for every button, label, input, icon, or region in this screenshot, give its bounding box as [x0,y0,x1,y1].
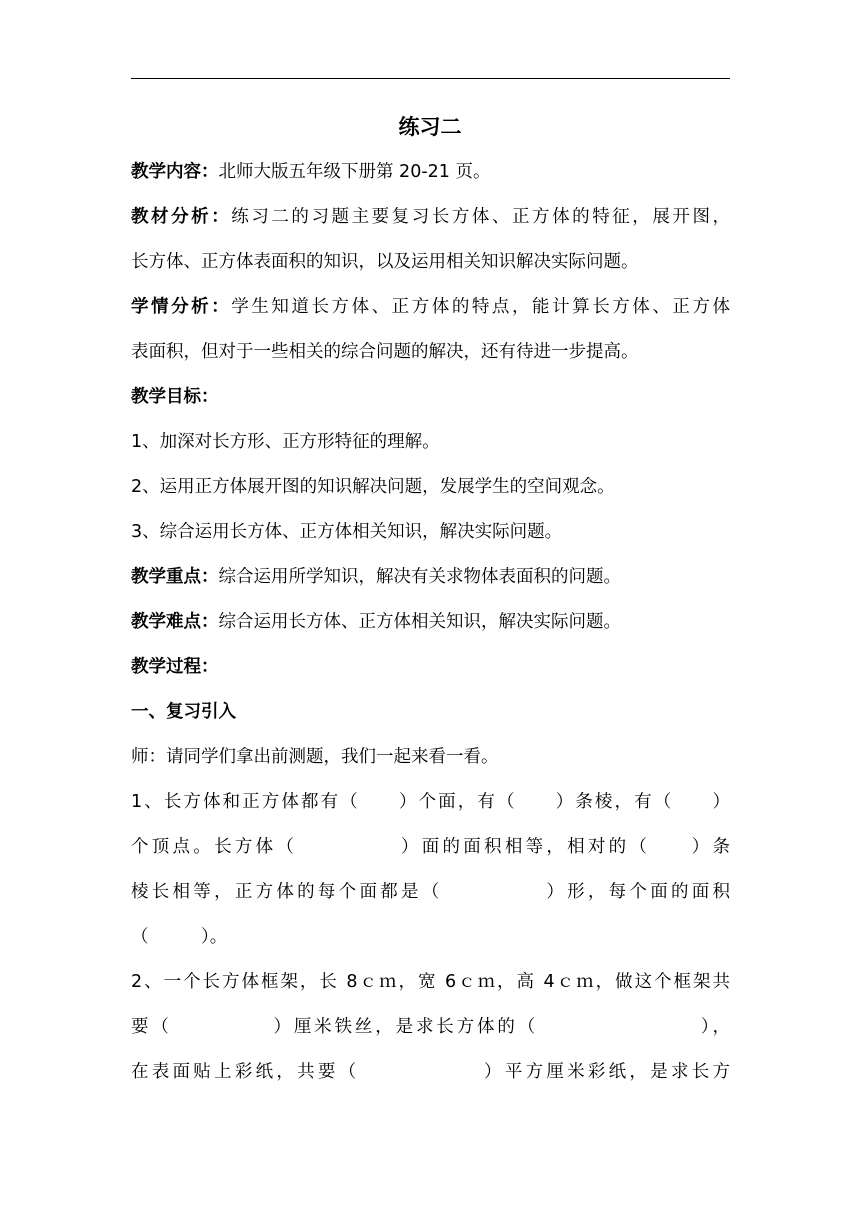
student-text-1: 学生知道长方体、正方体的特点，能计算长方体、正方体 [231,297,731,317]
teaching-content [131,159,730,185]
question-1-line-1: 1、长方体和正方体都有（ ）个面，有（ ）条棱，有（ ） [131,792,730,812]
student-label: 学情分析： [131,297,232,317]
teacher-instruction: 师：请同学们拿出前测题，我们一起来看一看。 [131,747,499,767]
goal-item-3: 3、综合运用长方体、正方体相关知识，解决实际问题。 [131,522,563,542]
question-1-line-2: 个顶点。长方体（ ）面的面积相等，相对的（ ）条 [131,837,730,857]
question-1-line-4: （ ）。 [131,927,228,947]
process-heading: 教学过程： [131,657,219,677]
key-label: 教学重点： [131,567,219,587]
teaching-key-point [131,564,730,590]
analysis-label: 教材分析： [131,207,232,227]
diff-label: 教学难点： [131,612,219,632]
goals-heading: 教学目标： [131,387,219,407]
analysis-text-1: 练习二的习题主要复习长方体、正方体的特征，展开图， [231,207,731,227]
content-text: 北师大版五年级下册第 20-21 页。 [218,162,491,182]
material-analysis-line-1 [131,204,730,230]
student-analysis-line-1 [131,294,730,320]
question-2-line-2: 要（ ）厘米铁丝，是求长方体的（ ）， [131,1017,730,1037]
question-2-line-3: 在表面贴上彩纸，共要（ ）平方厘米彩纸，是求长方 [131,1062,730,1082]
header-rule [131,78,730,79]
teaching-difficulty [131,609,730,635]
page-title: 练习二 [398,115,462,139]
question-2-line-1: 2、一个长方体框架，长 8ｃｍ，宽 6ｃｍ，高 4ｃｍ，做这个框架共 [131,972,730,992]
section-heading-review: 一、复习引入 [131,702,236,722]
student-analysis-line-2: 表面积，但对于一些相关的综合问题的解决，还有待进一步提高。 [131,342,639,362]
content-label: 教学内容： [131,162,219,182]
diff-text: 综合运用长方体、正方体相关知识，解决实际问题。 [218,612,621,632]
goal-item-2: 2、运用正方体展开图的知识解决问题，发展学生的空间观念。 [131,477,615,497]
material-analysis-line-2: 长方体、正方体表面积的知识，以及运用相关知识解决实际问题。 [131,252,639,272]
question-1-line-3: 棱长相等，正方体的每个面都是（ ）形，每个面的面积 [131,882,730,902]
key-text: 综合运用所学知识，解决有关求物体表面积的问题。 [218,567,621,587]
goal-item-1: 1、加深对长方形、正方形特征的理解。 [131,432,440,452]
